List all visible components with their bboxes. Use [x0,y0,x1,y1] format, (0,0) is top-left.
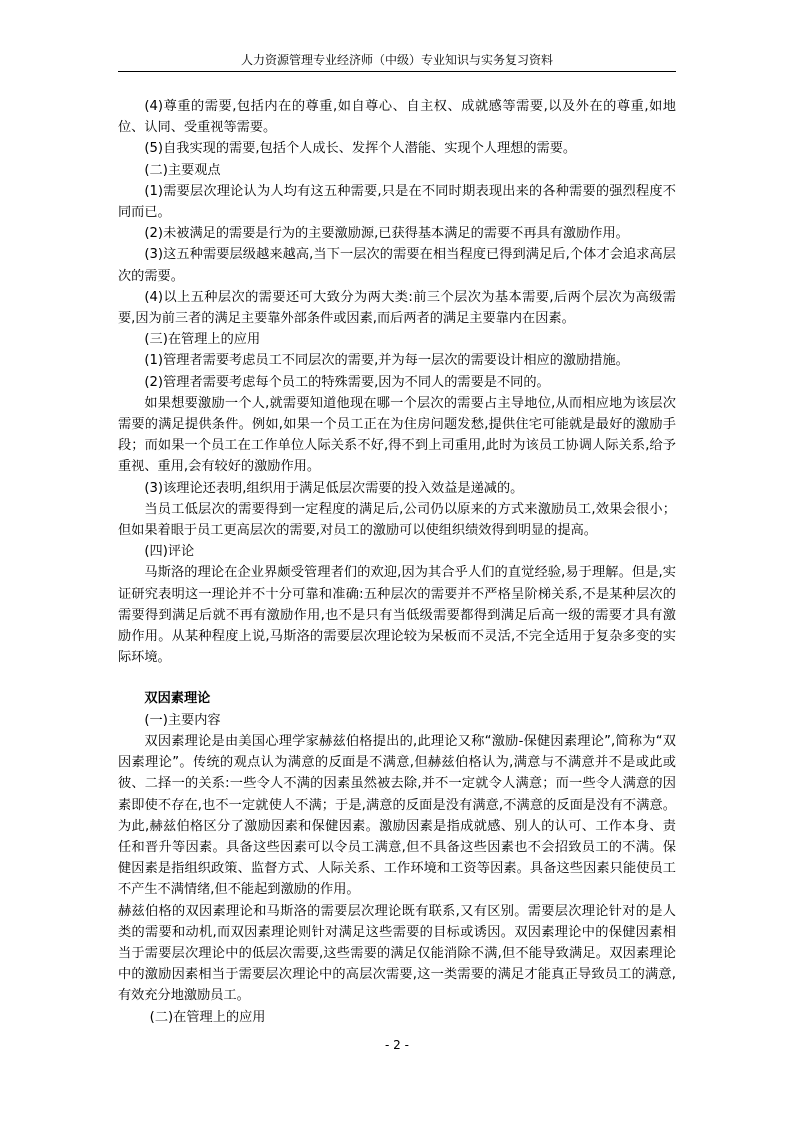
paragraph: (3)这五种需要层级越来越高,当下一层次的需要在相当程度已得到满足后,个体才会追求高层次的需要。 [118,247,676,284]
paragraph: (2)管理者需要考虑每个员工的特殊需要,因为不同人的需要是不同的。 [144,374,550,390]
paragraph: (2)未被满足的需要是行为的主要激励源,已获得基本满足的需要不再具有激励作用。 [144,226,629,242]
subheading: (二)主要观点 [144,162,221,178]
paragraph: 当员工低层次的需要得到一定程度的满足后,公司仍以原来的方式来激励员工,效果会很小；但如果着眼于员工更高层次的需要,对员工的激励可以使组织绩效得到明显的提高。 [118,501,676,539]
paragraph: (4)以上五种层次的需要还可大致分为两大类:前三个层次为基本需要,后两个层次为高级需要,因为前三者的满足主要靠外部条件或因素,而后两者的满足主要靠内在因素。 [118,289,676,327]
page-number: - 2 - [385,1038,409,1052]
subheading: (四)评论 [144,544,195,560]
paragraph: 如果想要激励一个人,就需要知道他现在哪一个层次的需要占主导地位,从而相应地为该层次需要的满足提供条件。例如,如果一个员工正在为住房问题发愁,提供住宅可能就是最好的激励手段；而如果一个员工在工作单位人际关系不好,得不到上司重用,此时为该员工协调人际关系,给予重视、重用,会有较好的激励作用。 [118,395,676,475]
paragraph: 赫兹伯格的双因素理论和马斯洛的需要层次理论既有联系,又有区别。需要层次理论针对的是人类的需要和动机,而双因素理论则针对满足这些需要的目标或诱因。双因素理论中的保健因素相当于需要层次理论中的低层次需要,这些需要的满足仅能消除不满,但不能导致满足。双因素理论中的激励因素相当于需要层次理论中的高层次需要,这一类需要的满足才能真正导致员工的满意,有效充分地激励员工。 [118,903,676,1004]
paragraph: 马斯洛的理论在企业界颇受管理者们的欢迎,因为其合乎人们的直觉经验,易于理解。但是,实证研究表明这一理论并不十分可靠和准确:五种层次的需要并不严格呈阶梯关系,不是某种层次的需要得到满足后就不再有激励作用,也不是只有当低级需要都得到满足后高一级的需要才具有激励作用。从某种程度上说,马斯洛的需要层次理论较为呆板而不灵活,不完全适用于复杂多变的实际环境。 [118,565,676,666]
paragraph: (4)尊重的需要,包括内在的尊重,如自尊心、自主权、成就感等需要,以及外在的尊重,如地位、认同、受重视等需要。 [118,99,676,136]
subheading: (三)在管理上的应用 [144,332,261,348]
subheading: (二)在管理上的应用 [149,1009,266,1025]
paragraph: 双因素理论是由美国心理学家赫兹伯格提出的,此理论又称“激励-保健因素理论”,简称为“双因素理论”。传统的观点认为满意的反面是不满意,但赫兹伯格认为,满意与不满意并不是或此或彼、二择一的关系:一些令人不满的因素虽然被去除,并不一定就令人满意；而一些令人满意的因素即使不存在,也不一定就使人不满；于是,满意的反面是没有满意,不满意的反面是没有不满意。为此,赫兹伯格区分了激励因素和保健因素。激励因素是指成就感、别人的认可、工作本身、责任和晋升等因素。具备这些因素可以令员工满意,但不具备这些因素也不会招致员工的不满。保健因素是指组织政策、监督方式、人际关系、工作环境和工资等因素。具备这些因素只能使员工不产生不满情绪,但不能起到激励的作用。 [118,733,676,898]
document-body [118,96,676,1028]
page-header: 人力资源管理专业经济师（中级）专业知识与实务复习资料 [118,52,676,72]
paragraph: (1)需要层次理论认为人均有这五种需要,只是在不同时期表现出来的各种需要的强烈程度不同而已。 [118,183,676,221]
paragraph: (1)管理者需要考虑员工不同层次的需要,并为每一层次的需要设计相应的激励措施。 [144,353,629,369]
paragraph: (3)该理论还表明,组织用于满足低层次需要的投入效益是递减的。 [144,480,524,496]
subheading: (一)主要内容 [144,712,221,728]
section-title: 双因素理论 [144,691,211,707]
paragraph: (5)自我实现的需要,包括个人成长、发挥个人潜能、实现个人理想的需要。 [144,141,577,157]
